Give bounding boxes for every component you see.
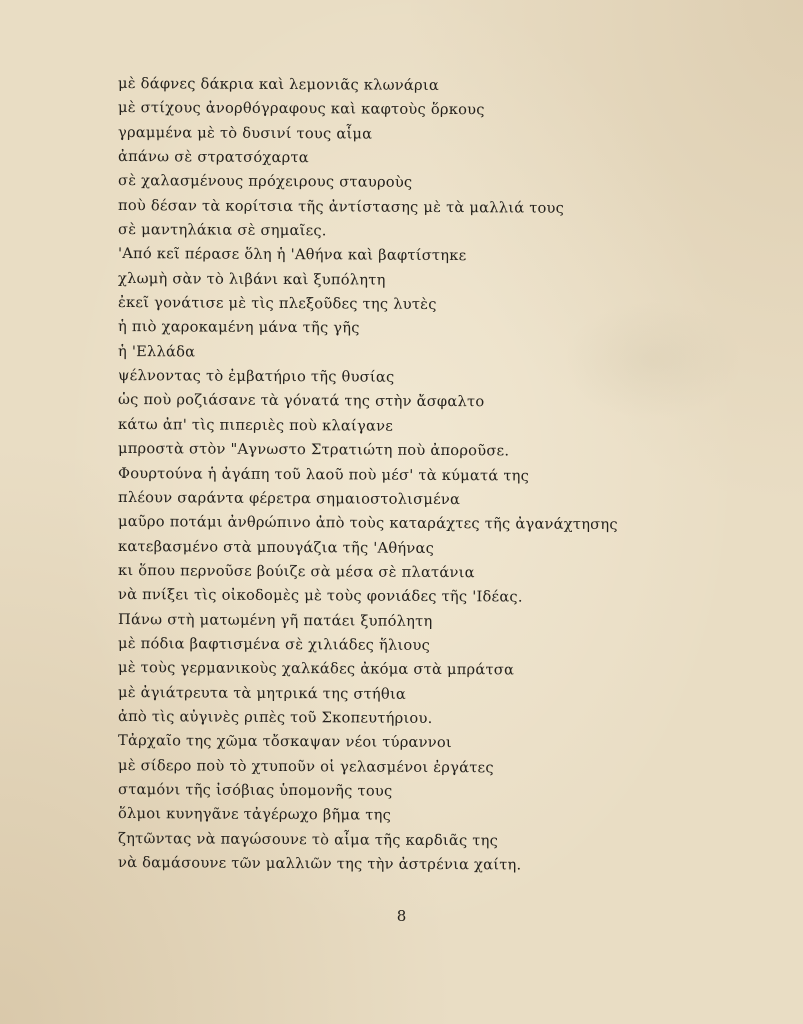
poem-line: νὰ δαμάσουνε τῶν μαλλιῶν της τὴν ἀστρένια χαίτη. xyxy=(117,854,522,874)
page-number: 8 xyxy=(396,907,407,925)
poem-line: ψέλνοντας τὸ ἐμβατήριο τῆς θυσίας xyxy=(117,367,395,386)
poem-line: μὲ στίχους ἀνορθόγραφους καὶ καφτοὺς ὅρκους xyxy=(117,99,485,119)
poem-line: μὲ τοὺς γερμανικοὺς χαλκάδες ἀκόμα στὰ μπράτσα xyxy=(117,659,515,679)
poem-line: σταμόνι τῆς ἰσόβιας ὑπομονῆς τους xyxy=(117,780,393,800)
poem-line: Πάνω στὴ ματωμένη γῆ πατάει ξυπόλητη xyxy=(117,610,433,630)
poem-line: μὲ σίδερο ποὺ τὸ χτυποῦν οἱ γελασμένοι ἐργάτες xyxy=(117,756,494,776)
poem-line: μὲ ἀγιάτρευτα τὰ μητρικά της στήθια xyxy=(117,683,407,703)
poem-line: ζητῶντας νὰ παγώσουνε τὸ αἷμα τῆς καρδιᾶς της xyxy=(117,829,499,849)
poem-line: ἐκεῖ γονάτισε μὲ τὶς πλεξοῦδες της λυτὲς xyxy=(117,294,437,314)
poem-line: ποὺ δέσαν τὰ κορίτσια τῆς ἀντίστασης μὲ τὰ μαλλιά τους xyxy=(117,196,565,217)
poem-line: γραμμένα μὲ τὸ δυσινί τους αἷμα xyxy=(117,123,373,143)
poem-line: κάτω ἀπ' τὶς πιπεριὲς ποὺ κλαίγανε xyxy=(117,415,394,435)
poem-line: χλωμὴ σὰν τὸ λιβάνι καὶ ξυπόλητη xyxy=(117,269,386,289)
poem-line: σὲ χαλασμένους πρόχειρους σταυροὺς xyxy=(117,172,413,192)
poem-line: Τἀρχαῖο της χῶμα τὄσκαψαν νέοι τύραννοι xyxy=(117,732,452,752)
poem-line: μπροστὰ στὸν "Αγνωστο Στρατιώτη ποὺ ἀποροῦσε. xyxy=(117,440,510,460)
poem-line: ὅλμοι κυνηγᾶνε τἀγέρωχο βῆμα της xyxy=(117,805,392,824)
poem-line: ἡ 'Ελλάδα xyxy=(117,342,196,361)
poem-line: ἡ πιὸ χαροκαμένη μάνα τῆς γῆς xyxy=(117,318,360,337)
poem-line: μαῦρο ποτάμι ἀνθρώπινο ἀπὸ τοὺς καταράχτες τῆς ἀγανάχτησης xyxy=(117,513,618,534)
poem-line: 'Από κεῖ πέρασε ὅλη ἡ 'Αθήνα καὶ βαφτίστηκε xyxy=(117,245,467,265)
poem-line: πλέουν σαράντα φέρετρα σημαιοστολισμένα xyxy=(117,488,461,508)
poem-line: Φουρτούνα ἡ ἀγάπη τοῦ λαοῦ ποὺ μέσ' τὰ κύματά της xyxy=(117,464,530,485)
poem-line: κι ὅπου περνοῦσε βούιζε σὰ μέσα σὲ πλατάνια xyxy=(117,561,475,582)
poem-line: νὰ πνίξει τὶς οἰκοδομὲς μὲ τοὺς φονιάδες τῆς 'Ιδέας. xyxy=(117,586,523,606)
poem-line: ἀπάνω σὲ στρατσόχαρτα xyxy=(117,148,309,167)
poem-line: κατεβασμένο στὰ μπουγάζια τῆς 'Αθήνας xyxy=(117,537,435,557)
poem-line: μὲ δάφνες δάκρια καὶ λεμονιᾶς κλωνάρια xyxy=(117,75,440,94)
poem-line: ἀπὸ τὶς αὐγινὲς ριπὲς τοῦ Σκοπευτήριου. xyxy=(117,707,433,727)
poem-line: σὲ μαντηλάκια σὲ σημαῖες. xyxy=(117,221,327,240)
poem-line: μὲ πόδια βαφτισμένα σὲ χιλιάδες ἥλιους xyxy=(117,634,431,654)
poem-line: ὡς ποὺ ροζιάσανε τὰ γόνατά της στὴν ἄσφαλτο xyxy=(117,391,485,411)
poem-text xyxy=(118,72,758,875)
